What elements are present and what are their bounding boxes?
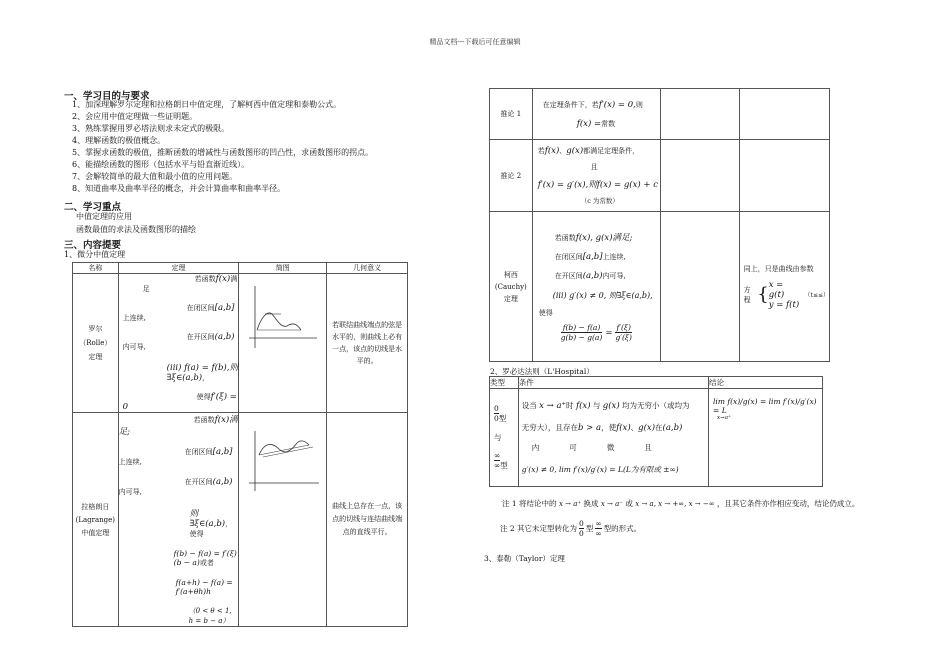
meaning-line: 平的。 [356, 357, 378, 365]
condition-line [522, 422, 708, 434]
text: 若 [537, 147, 545, 155]
math: x → a, x → +∞, x → −∞ [635, 500, 715, 508]
text: 方程 [743, 285, 751, 304]
text: 、 [630, 422, 639, 432]
condition-line [522, 464, 708, 476]
math: 则∃ξ∈(a,b) [189, 509, 226, 529]
col-header-condition: 条件 [518, 377, 708, 389]
page-header: 精品文档---下载后可任意编辑 [429, 38, 521, 46]
empty-cell [660, 140, 739, 212]
cauchy-param [744, 280, 829, 310]
col-header-name: 名称 [73, 263, 119, 274]
math: f′(x) = 0, [598, 99, 636, 110]
corollary-table [489, 88, 830, 362]
cauchy-content-cell [532, 212, 660, 362]
equals: = [605, 327, 613, 338]
cor1-content-cell [532, 89, 660, 140]
text: 、 [559, 147, 567, 155]
subsection-heading: 2、罗必达法则（L'Hospital） [490, 367, 594, 376]
cauchy-formula [561, 323, 660, 342]
cauchy-name: 定理 [503, 294, 518, 303]
rolle-name: （Rolle） [79, 339, 112, 347]
section-heading-summary: 三、内容提要 [64, 240, 122, 251]
text: 内 [531, 442, 540, 452]
rolle-line [123, 303, 239, 323]
empty-cell [660, 89, 739, 140]
lagrange-line [119, 477, 239, 497]
meaning-line: 点的直线平行。 [342, 528, 392, 536]
math: f(x) [544, 146, 560, 156]
key-item: 中值定理的应用 [76, 212, 132, 221]
tangent [263, 447, 313, 457]
text: 无穷大），且存在 [521, 422, 579, 432]
subsection-heading: 3、泰勒（Taylor）定理 [484, 554, 565, 563]
math: lim f(x)/g(x) = lim f′(x)/g′(x) = L [713, 397, 817, 415]
text: 在 [655, 422, 663, 432]
math: f′(x) = g′(x),则f(x) = g(x) + c [537, 180, 658, 190]
text: 在开区间 [186, 333, 215, 341]
text: 在定理条件下，若 [542, 100, 599, 109]
text: 设当 [521, 400, 537, 410]
cauchy-name: 柯西 [503, 270, 518, 279]
col-header-meaning: 几何意义 [327, 263, 408, 274]
cauchy-name: (Cauchy) [494, 282, 527, 291]
math: f(x)满足; [118, 415, 238, 437]
text: 若函数 [554, 234, 576, 242]
text: 内可导, [602, 272, 626, 280]
rolle-sketch-cell [239, 274, 327, 413]
text: 型 [585, 524, 594, 533]
math: f′(ξ) = 0 [122, 392, 237, 412]
numerator: ∞ [595, 519, 602, 528]
meaning-line: 水平的，则曲线上必有 [332, 333, 403, 341]
text: 满足 [142, 275, 238, 293]
brace-icon: { [757, 283, 769, 305]
text: 换成 [583, 499, 599, 508]
text: 微 [606, 442, 615, 452]
text: 常数 [601, 119, 616, 128]
fraction-left [561, 323, 603, 342]
math: f(x) [616, 422, 631, 433]
lagrange-theorem-cell [118, 413, 239, 627]
text: 内可导, [118, 488, 142, 496]
note-2 [500, 519, 641, 538]
text: 上连续, [122, 314, 146, 322]
text: 在闭区间 [184, 448, 213, 456]
text: 型的形式。 [603, 524, 642, 533]
text: 使得 [196, 393, 211, 401]
denominator: ∞ [595, 529, 602, 538]
denominator: ∞ [494, 461, 501, 470]
math: (a,b) [662, 422, 683, 433]
lagrange-line [119, 413, 239, 437]
curve [257, 312, 301, 329]
math: f(x) [215, 274, 231, 284]
cor1-line [543, 100, 660, 110]
rolle-line [143, 274, 239, 294]
mean-value-table [72, 262, 408, 627]
lagrange-line [190, 507, 239, 539]
lagrange-line [119, 447, 239, 467]
fraction-0-0 [579, 519, 584, 538]
denominator: g(b) − g(a) [560, 333, 603, 342]
text: 与 [494, 433, 502, 442]
text: 上连续, [602, 253, 626, 261]
meaning-line: 若联结曲线端点的弦是 [332, 321, 403, 329]
lagrange-line [176, 578, 239, 596]
cauchy-line [555, 231, 660, 243]
secant [259, 445, 309, 455]
math: [a,b] [212, 447, 233, 457]
note-1 [502, 498, 859, 509]
rolle-name: 定理 [88, 353, 103, 361]
math: g(x) [566, 146, 584, 156]
math: f(b) − f(a) = f′(ξ)(b − a) [173, 549, 237, 567]
math: f(a+h) − f(a) = f′(a+θh)h [175, 578, 233, 596]
math: g(x) [602, 400, 620, 411]
text: 注 1 将结论中的 [502, 499, 557, 508]
cauchy-line [553, 290, 660, 301]
lagrange-line [174, 549, 239, 568]
text: 型 [500, 461, 508, 470]
numerator: f(b) − f(a) [561, 323, 603, 333]
goal-item: 1、加深理解罗尔定理和拉格朗日中值定理，了解柯西中值定理和泰勒公式。 [72, 100, 342, 109]
text: 或 [625, 499, 633, 508]
rolle-theorem-cell [118, 274, 239, 413]
lagrange-sketch [239, 413, 325, 493]
text: 在闭区间 [554, 253, 583, 261]
col-header-sketch: 简图 [239, 263, 327, 274]
numerator: 0 [579, 519, 584, 528]
text: 型 [498, 414, 507, 423]
cor2-line [538, 146, 660, 156]
math: x → a⁻ [600, 500, 623, 508]
cauchy-meaning-line: 同上，只是曲线由参数 [743, 264, 814, 273]
lagrange-name: 中值定理 [81, 528, 110, 537]
condition-line [522, 400, 708, 412]
math: (iii) g′(x) ≠ 0, 则∃ξ∈(a,b), [552, 291, 653, 300]
rolle-line [167, 361, 239, 383]
lhospital-table [489, 376, 823, 487]
text: 注 2 其它未定型转化为 [500, 524, 578, 533]
rolle-name: 罗尔 [88, 325, 103, 333]
math: f(x) = [576, 118, 602, 129]
fraction-right [615, 323, 632, 342]
goal-item: 4、理解函数的极值概念。 [72, 136, 166, 145]
conclusion-cell [709, 389, 823, 487]
rolle-line [123, 392, 239, 412]
condition-cell [518, 389, 708, 487]
text: （t≤≤） [804, 292, 829, 299]
text: ， [202, 374, 210, 382]
math: g(x) [638, 422, 656, 433]
text: 上连续, [118, 458, 142, 466]
cor2-name-cell [490, 140, 533, 212]
text: 若函数 [193, 416, 215, 424]
math: [a,b] [214, 303, 235, 313]
text: ，且其它条件亦作相应变动，结论仍成立。 [716, 499, 860, 508]
section-heading-goals: 一、学习目的与要求 [64, 91, 150, 102]
cauchy-line [555, 271, 660, 281]
condition-line [532, 442, 652, 454]
lagrange-name-cell [73, 413, 119, 627]
text: 与 [592, 400, 601, 410]
empty-cell [739, 89, 829, 140]
text: 时 [566, 400, 574, 410]
meaning-line: 点的切线与连结曲线端 [332, 515, 403, 523]
math: x = g(t) [768, 279, 785, 300]
math: (a,b) [214, 332, 235, 342]
subsection-heading: 1、微分中值定理 [64, 250, 126, 259]
type-cell [490, 389, 519, 487]
rolle-meaning-cell [327, 274, 408, 413]
denominator: 0 [494, 414, 499, 423]
math: b > a [578, 422, 602, 433]
goal-item: 6、能描绘函数的图形（包括水平与铅直渐近线）。 [72, 160, 250, 169]
meaning-line: 一点，该点的切线是水 [332, 345, 403, 353]
goal-item: 8、知道曲率及曲率半径的概念，并会计算曲率和曲率半径。 [72, 184, 286, 193]
text: 在开区间 [184, 478, 213, 486]
math: x → a⁺ [558, 500, 582, 508]
math: g′(x) ≠ 0, lim f′(x)/g′(x) = L(L为有限或 ±∞) [521, 464, 679, 474]
cor2-line: 且 [590, 163, 598, 171]
denominator: g′(ξ) [615, 333, 632, 342]
key-item: 函数最值的求法及函数图形的描绘 [76, 225, 196, 234]
cauchy-meaning-cell [739, 212, 829, 362]
empty-cell [739, 140, 829, 212]
text: 内可导, [122, 343, 146, 351]
text: 都满足定理条件， [583, 147, 640, 155]
denominator: 0 [579, 529, 584, 538]
cor2-line: （c 为常数） [580, 197, 619, 205]
goal-item: 7、会解较简单的最大值和最小值的应用问题。 [72, 172, 238, 181]
math: (a,b) [582, 271, 603, 281]
lagrange-name: (Lagrange) [75, 515, 116, 524]
rolle-sketch [239, 280, 325, 405]
text: ，使得 [189, 520, 233, 538]
goals-list [72, 99, 432, 195]
cor1-line [577, 119, 660, 129]
text: 若函数 [194, 275, 216, 283]
cauchy-line: 使得 [538, 309, 553, 317]
cor2-name: 推论 2 [500, 171, 522, 180]
goal-item: 2、会应用中值定理做一些证明题。 [72, 112, 198, 121]
rolle-name-cell [73, 274, 119, 413]
math: （0 < θ < 1, h = b − a） [188, 607, 232, 625]
math: f(x) [575, 400, 591, 411]
col-header-type: 类型 [490, 377, 519, 389]
text: ，使 [601, 422, 617, 432]
math: [a,b] [582, 252, 603, 262]
text: 均为无穷小（或均为 [622, 400, 690, 410]
cauchy-name-cell [490, 212, 533, 362]
fraction-inf-inf [595, 519, 601, 538]
col-header-theorem: 定理 [118, 263, 239, 274]
cor1-name-cell [490, 89, 533, 140]
text: 在闭区间 [186, 304, 215, 312]
math: x→a⁺ [717, 415, 731, 421]
text: 或者 [199, 559, 214, 567]
lagrange-sketch-cell [239, 413, 327, 627]
goal-item: 5、掌握求函数的极值，推断函数的增减性与函数图形的凹凸性，求函数图形的拐点。 [72, 148, 374, 157]
cor2-line [538, 178, 660, 190]
text: 且 [644, 442, 652, 452]
lagrange-line [189, 606, 239, 626]
meaning-line: 曲线上总存在一点，该 [332, 502, 403, 510]
text: 则 [635, 100, 643, 109]
section-heading-keys: 二、学习重点 [64, 202, 122, 213]
lagrange-meaning-cell [327, 413, 408, 627]
empty-cell [660, 212, 739, 362]
numerator: 0 [494, 404, 499, 413]
math: x → a⁺ [539, 400, 567, 411]
text: 在开区间 [554, 272, 583, 280]
text: 可 [569, 442, 577, 452]
math: y = f(t) [768, 299, 800, 310]
numerator: f′(ξ) [616, 323, 631, 332]
rolle-line [123, 332, 239, 352]
cauchy-line [555, 252, 660, 262]
lagrange-name: 拉格朗日 [81, 502, 110, 511]
numerator: ∞ [494, 451, 501, 460]
cor2-content-cell [532, 140, 660, 212]
col-header-conclusion: 结论 [709, 377, 823, 389]
cor1-name: 推论 1 [500, 110, 522, 118]
math: (iii) f(a) = f(b),则∃ξ∈(a,b) [166, 363, 238, 383]
math: f(x), g(x)满足; [575, 233, 633, 243]
goal-item: 3、熟练掌握用罗必塔法则求未定式的极限。 [72, 124, 230, 133]
math: (a,b) [212, 477, 233, 487]
